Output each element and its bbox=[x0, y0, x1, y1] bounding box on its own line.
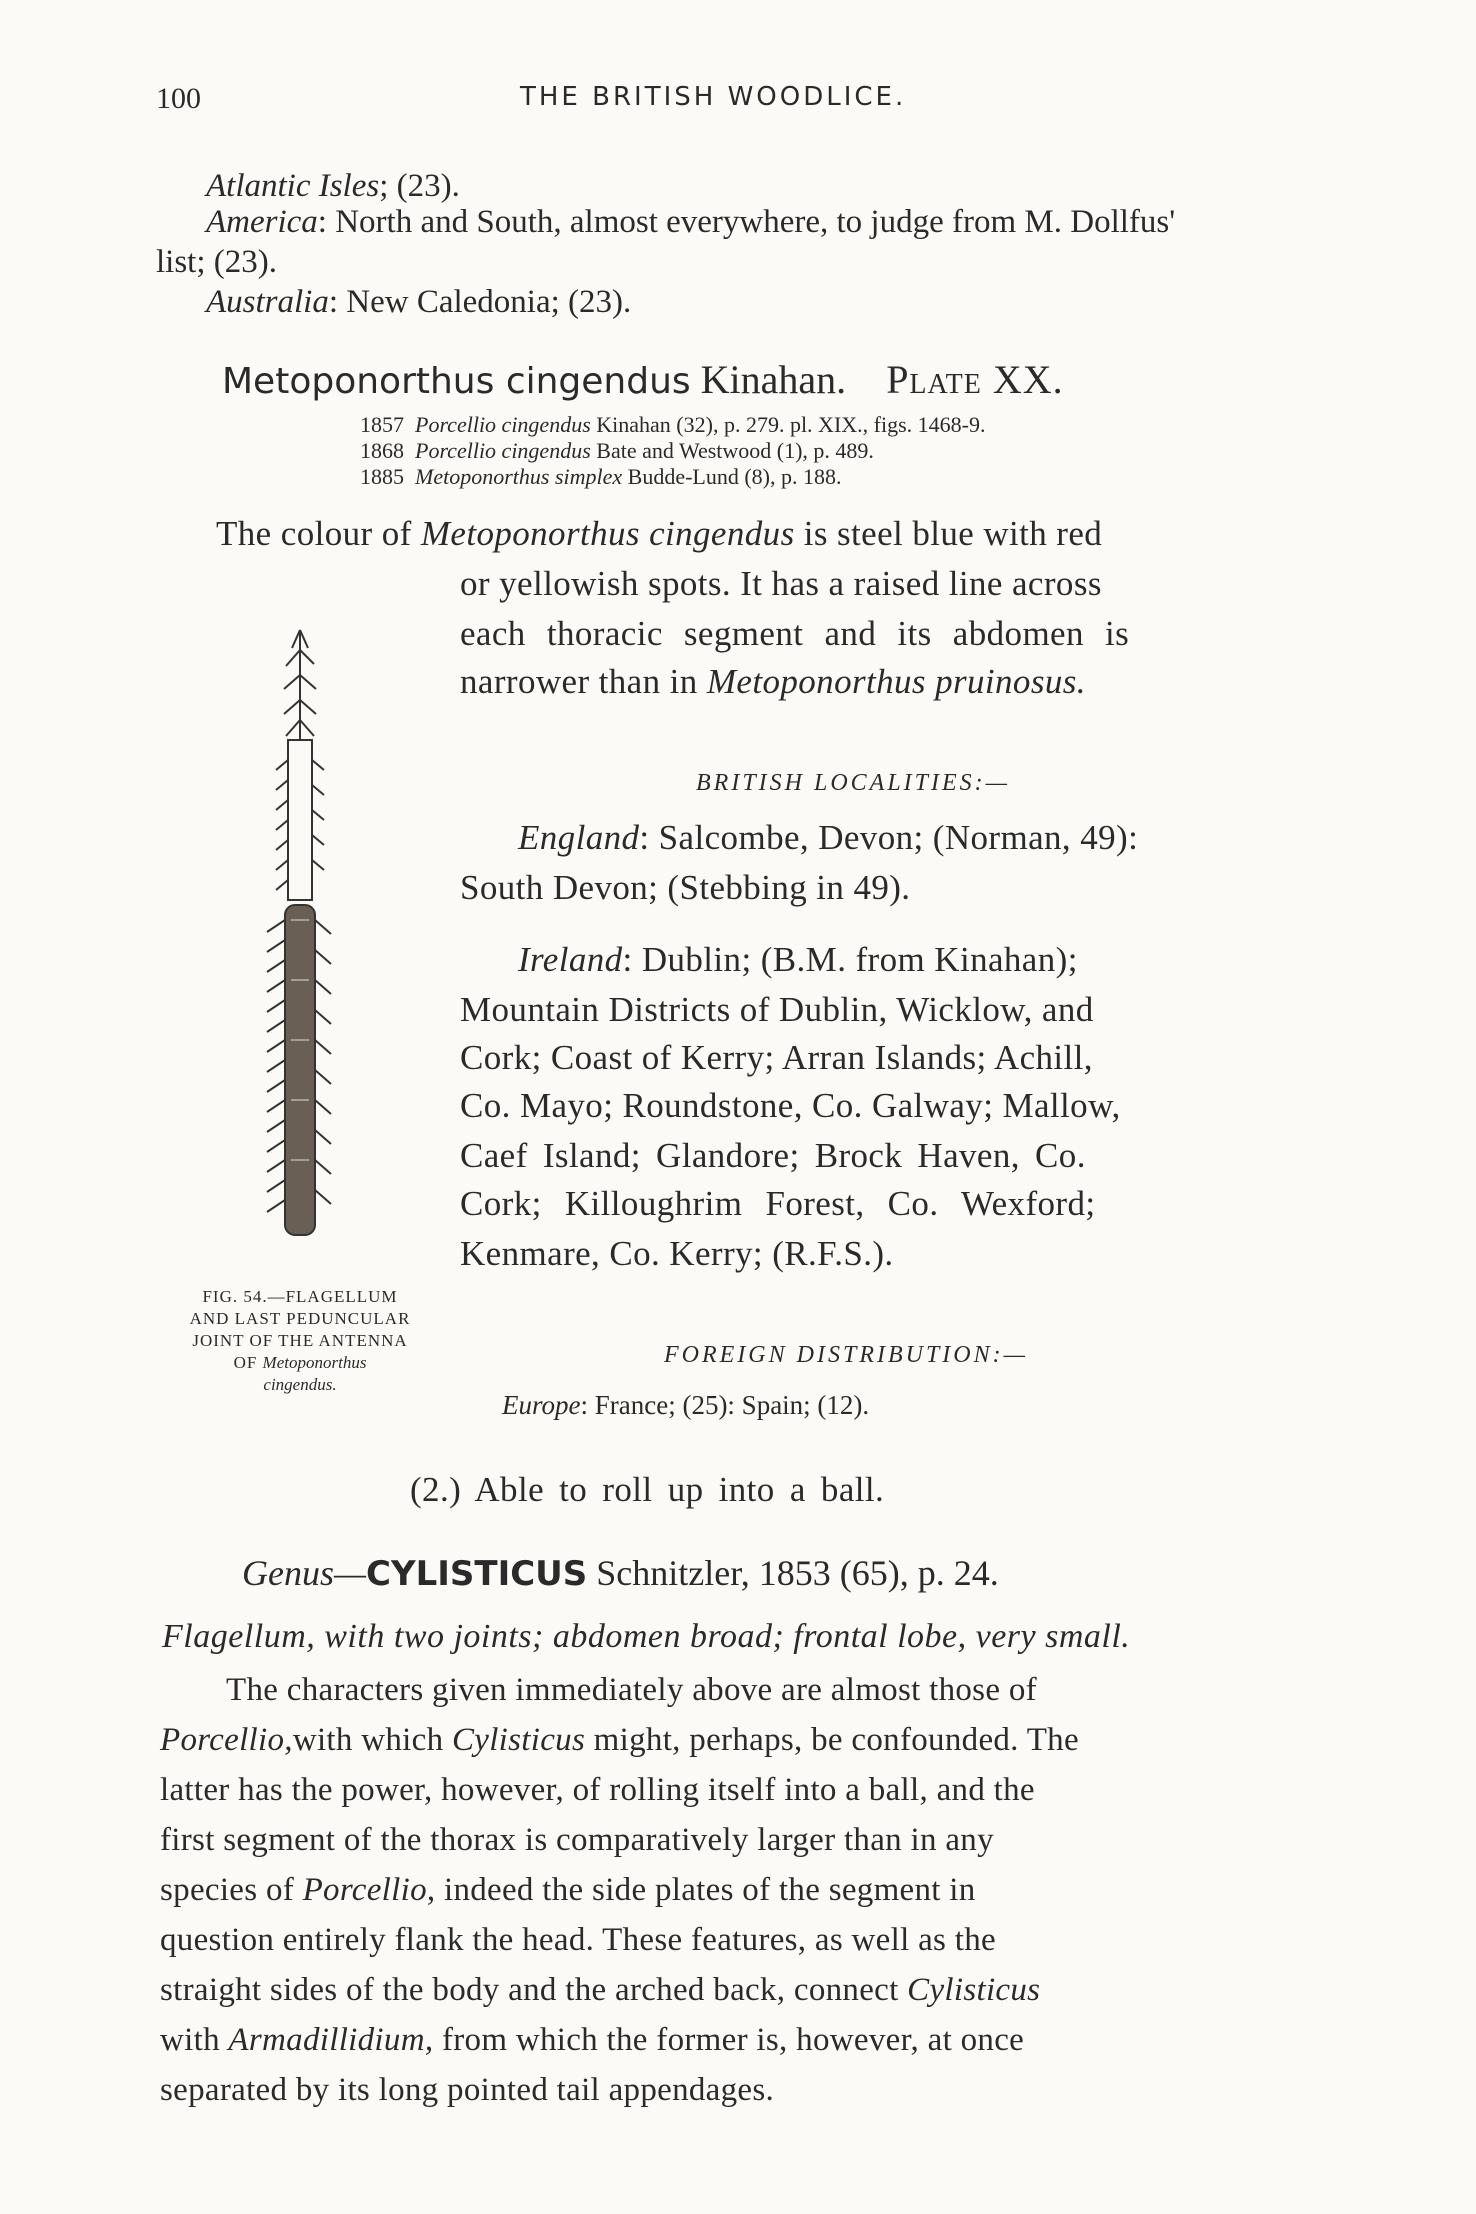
europe-line bbox=[502, 1390, 869, 1421]
species-name: Metoponorthus cingendus bbox=[222, 361, 691, 402]
bib-ref: Bate and Westwood (1), p. 489. bbox=[596, 438, 874, 463]
england-line-2: South Devon; (Stebbing in 49). bbox=[460, 868, 911, 907]
caption-line: JOINT OF THE ANTENNA bbox=[192, 1331, 408, 1350]
text: with which bbox=[292, 1722, 452, 1758]
australia-line bbox=[206, 284, 631, 321]
caption-line: cingendus. bbox=[263, 1375, 337, 1394]
genus-author: Schnitzler, 1853 (65), p. 24. bbox=[587, 1553, 999, 1593]
genus-italic: Porcellio, bbox=[160, 1722, 293, 1758]
ireland-line: Cork; Coast of Kerry; Arran Islands; Achill, bbox=[460, 1038, 1093, 1077]
genus-italic: Cylisticus bbox=[451, 1722, 586, 1758]
england-label: England bbox=[518, 818, 640, 857]
plate-ref: Plate XX. bbox=[886, 357, 1064, 402]
bib-year: 1885 bbox=[360, 464, 404, 489]
atlantic-label: Atlantic Isles bbox=[206, 168, 380, 204]
paragraph-line bbox=[160, 2022, 1024, 2059]
america-label: America bbox=[206, 204, 318, 240]
america-line-2: list; (23). bbox=[156, 244, 277, 280]
text: OF bbox=[233, 1353, 263, 1372]
paragraph-line: first segment of the thorax is comparatively larger than in any bbox=[160, 1822, 994, 1858]
paragraph-line: question entirely flank the head. These features, as well as the bbox=[160, 1922, 996, 1958]
text: : Dublin; (B.M. from Kinahan); bbox=[622, 940, 1078, 979]
ireland-line: Caef Island; Glandore; Brock Haven, Co. bbox=[460, 1136, 1086, 1175]
england-line bbox=[518, 818, 1138, 858]
bib-entry bbox=[360, 464, 842, 490]
caption-line: FIG. 54.—FLAGELLUM bbox=[202, 1287, 398, 1306]
species-italic: Metoponorthus cingendus bbox=[420, 514, 795, 553]
description-line: each thoracic segment and its abdomen is bbox=[460, 614, 1130, 653]
bib-name: Metoponorthus simplex bbox=[415, 464, 623, 489]
running-title: THE BRITISH WOODLICE. bbox=[520, 82, 907, 112]
text: species of bbox=[160, 1872, 303, 1908]
australia-label: Australia bbox=[206, 284, 329, 320]
paragraph-line: The characters given immediately above are almost those of bbox=[226, 1672, 1037, 1708]
antenna-illustration bbox=[255, 620, 345, 1250]
ireland-line bbox=[518, 940, 1078, 980]
page-number: 100 bbox=[156, 82, 201, 115]
text: straight sides of the body and the arched back, connect bbox=[160, 1972, 908, 2008]
bib-name: Porcellio cingendus bbox=[415, 412, 591, 437]
bib-name: Porcellio cingendus bbox=[415, 438, 591, 463]
caption-line bbox=[160, 1352, 440, 1374]
paragraph-line bbox=[160, 1722, 1079, 1759]
bib-entry bbox=[360, 438, 874, 464]
atlantic-line bbox=[206, 168, 460, 205]
text: , indeed the side plates of the segment in bbox=[426, 1872, 976, 1908]
genus-italic: Cylisticus bbox=[907, 1972, 1041, 2008]
text: is steel blue with red bbox=[794, 514, 1103, 553]
europe-label: Europe bbox=[502, 1390, 581, 1420]
america-line bbox=[206, 204, 1175, 241]
text: might, perhaps, be confounded. The bbox=[585, 1722, 1079, 1758]
genus-name: CYLISTICUS bbox=[366, 1554, 588, 1594]
description-line bbox=[216, 514, 1102, 554]
ireland-line: Kenmare, Co. Kerry; (R.F.S.). bbox=[460, 1234, 894, 1273]
paragraph-line: separated by its long pointed tail appendages. bbox=[160, 2072, 775, 2108]
description-line bbox=[460, 662, 1086, 702]
figure-caption bbox=[160, 1286, 440, 1396]
atlantic-text: ; (23). bbox=[379, 168, 460, 204]
australia-text: : New Caledonia; (23). bbox=[328, 284, 632, 320]
ireland-line: Co. Mayo; Roundstone, Co. Galway; Mallow, bbox=[460, 1086, 1121, 1125]
foreign-distribution-heading: FOREIGN DISTRIBUTION:— bbox=[664, 1342, 1028, 1368]
text: from which the former is, however, at once bbox=[433, 2022, 1025, 2058]
text: : France; (25): Spain; (12). bbox=[580, 1390, 870, 1420]
ireland-label: Ireland bbox=[518, 940, 623, 979]
genus-italic: Porcellio bbox=[302, 1872, 427, 1908]
ireland-line: Mountain Districts of Dublin, Wicklow, and bbox=[460, 990, 1094, 1029]
british-localities-heading: BRITISH LOCALITIES:— bbox=[696, 770, 1011, 796]
genus-diagnosis: Flagellum, with two joints; abdomen broad; frontal lobe, very small. bbox=[162, 1618, 1131, 1655]
paragraph-line: latter has the power, however, of rolling itself into a ball, and the bbox=[160, 1772, 1035, 1808]
text: with bbox=[160, 2022, 229, 2058]
text: The colour of bbox=[216, 514, 421, 553]
species-italic: Metoponorthus bbox=[262, 1353, 367, 1372]
ireland-line: Cork; Killoughrim Forest, Co. Wexford; bbox=[460, 1184, 1096, 1223]
bib-ref: Budde-Lund (8), p. 188. bbox=[627, 464, 842, 489]
genus-heading bbox=[242, 1552, 999, 1594]
description-line: or yellowish spots. It has a raised line across bbox=[460, 564, 1102, 603]
america-text: : North and South, almost everywhere, to judge from M. Dollfus' bbox=[317, 204, 1176, 240]
species-author: Kinahan. bbox=[700, 357, 847, 402]
species-italic: Metoponorthus pruinosus. bbox=[706, 662, 1086, 701]
bib-ref: Kinahan (32), p. 279. pl. XIX., figs. 1468-9. bbox=[596, 412, 986, 437]
genus-italic: Armadillidium, bbox=[228, 2022, 434, 2058]
text: narrower than in bbox=[460, 662, 707, 701]
text: : Salcombe, Devon; (Norman, 49): bbox=[639, 818, 1139, 857]
paragraph-line bbox=[160, 1872, 976, 1909]
caption-line: AND LAST PEDUNCULAR bbox=[189, 1309, 411, 1328]
bib-year: 1868 bbox=[360, 438, 404, 463]
species-heading bbox=[222, 356, 1064, 403]
bib-year: 1857 bbox=[360, 412, 404, 437]
bib-entry bbox=[360, 412, 986, 438]
genus-label: Genus— bbox=[242, 1553, 366, 1593]
subgroup-heading: (2.) Able to roll up into a ball. bbox=[410, 1470, 885, 1509]
paragraph-line bbox=[160, 1972, 1040, 2009]
